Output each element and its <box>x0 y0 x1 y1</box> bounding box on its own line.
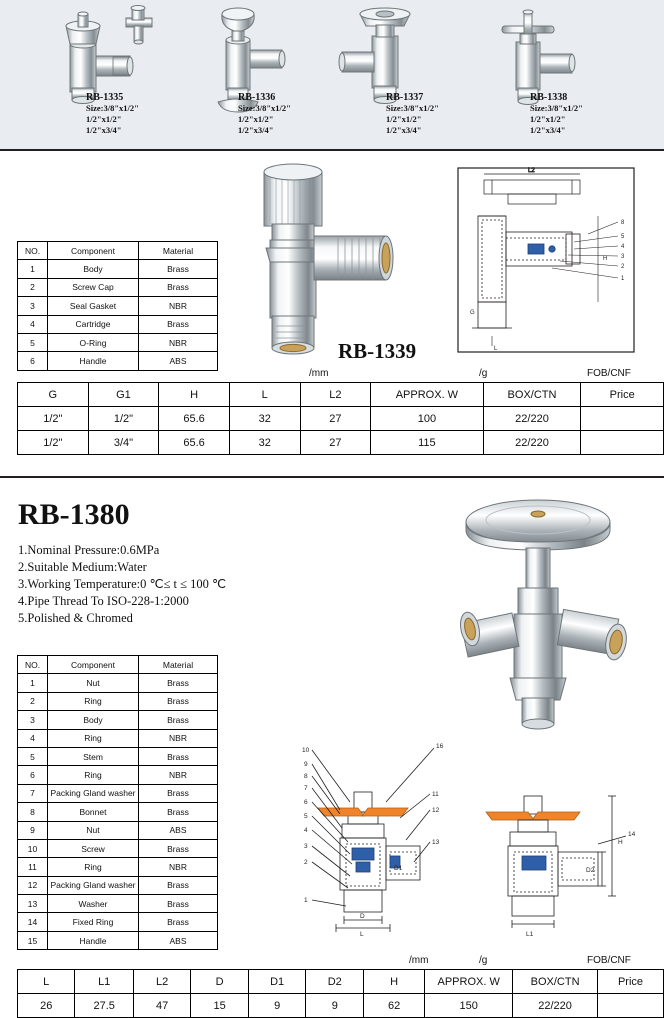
svg-text:1: 1 <box>621 276 625 282</box>
cell-l: 32 <box>229 407 300 431</box>
cell-l: 32 <box>229 431 300 455</box>
cell-g1: 3/4" <box>88 431 159 455</box>
product-code: RB-1338 <box>530 92 568 103</box>
th-l: L <box>229 383 300 407</box>
table-row <box>18 803 218 821</box>
cell-component: Cartridge <box>48 315 139 333</box>
svg-text:L: L <box>360 931 364 938</box>
cell-g1: 1/2" <box>88 407 159 431</box>
th-material: Material <box>139 242 218 260</box>
th-approx-w: APPROX. W <box>371 383 484 407</box>
th-g: G <box>18 383 89 407</box>
th-l2: L2 <box>300 383 371 407</box>
cell-material: NBR <box>139 333 218 351</box>
technical-drawing-rb1380-front <box>290 730 465 940</box>
th-l: L <box>18 970 75 994</box>
feature-item-4: 4.Pipe Thread To ISO-228-1:2000 <box>18 594 189 608</box>
cell-no: 3 <box>18 297 48 315</box>
product-size-1: Size:3/8"x1/2" <box>386 103 439 113</box>
svg-text:4: 4 <box>621 244 625 250</box>
cell-d2: 9 <box>306 994 364 1018</box>
table-row <box>18 431 664 455</box>
product-size-1: Size:3/8"x1/2" <box>238 103 291 113</box>
component-table-rb1339 <box>17 241 218 371</box>
svg-text:L2: L2 <box>528 168 535 174</box>
unit-price: FOB/CNF <box>587 368 631 379</box>
th-g1: G1 <box>88 383 159 407</box>
product-cell-3 <box>308 0 453 148</box>
cell-no: 10 <box>18 839 48 857</box>
cell-component: Screw <box>48 839 139 857</box>
cell-no: 11 <box>18 858 48 876</box>
cell-component: Seal Gasket <box>48 297 139 315</box>
cell-l1: 27.5 <box>75 994 134 1018</box>
svg-text:D: D <box>360 913 365 920</box>
cell-no: 4 <box>18 315 48 333</box>
th-price: Price <box>581 383 664 407</box>
cell-component: Screw Cap <box>48 278 139 296</box>
table-header-row <box>18 656 218 674</box>
cell-material: ABS <box>139 821 218 839</box>
cell-component: Packing Gland washer <box>48 784 139 802</box>
th-d2: D2 <box>306 970 364 994</box>
product-label-1 <box>86 92 139 136</box>
table-row <box>18 895 218 913</box>
svg-text:L: L <box>494 346 498 352</box>
svg-text:D2: D2 <box>586 867 595 874</box>
product-size-1: Size:3/8"x1/2" <box>86 103 139 113</box>
top-product-band <box>0 0 664 150</box>
cell-material: Brass <box>139 674 218 692</box>
table-header-row <box>18 970 664 994</box>
th-material: Material <box>139 656 218 674</box>
th-d1: D1 <box>248 970 306 994</box>
table-row <box>18 839 218 857</box>
cell-component: Packing Gland washer <box>48 876 139 894</box>
valve-photo-rb1380 <box>430 490 660 740</box>
cell-component: Ring <box>48 729 139 747</box>
th-component: Component <box>48 242 139 260</box>
table-row <box>18 260 218 278</box>
svg-text:8: 8 <box>621 220 625 226</box>
cell-box-ctn: 22/220 <box>513 994 598 1018</box>
unit-mm: /mm <box>409 955 429 966</box>
table-row <box>18 729 218 747</box>
cell-h: 65.6 <box>159 407 230 431</box>
product-label-3 <box>386 92 439 136</box>
th-box-ctn: BOX/CTN <box>513 970 598 994</box>
cell-component: Bonnet <box>48 803 139 821</box>
cell-component: Nut <box>48 821 139 839</box>
svg-text:6: 6 <box>304 799 308 806</box>
component-table-rb1380 <box>17 655 218 950</box>
cell-component: Nut <box>48 674 139 692</box>
feature-item-3: 3.Working Temperature:0 ℃≤ t ≤ 100 ℃ <box>18 577 227 591</box>
cell-material: Brass <box>139 784 218 802</box>
svg-text:1: 1 <box>304 897 308 904</box>
th-no: NO. <box>18 656 48 674</box>
svg-text:10: 10 <box>302 747 310 754</box>
cell-material: Brass <box>139 839 218 857</box>
technical-drawing-rb1380-side <box>462 740 647 940</box>
cell-component: Ring <box>48 766 139 784</box>
cell-no: 3 <box>18 711 48 729</box>
cell-component: Stem <box>48 747 139 765</box>
product-cell-1 <box>8 0 153 148</box>
svg-text:12: 12 <box>432 807 440 814</box>
cell-no: 9 <box>18 821 48 839</box>
unit-price: FOB/CNF <box>587 955 631 966</box>
th-price: Price <box>597 970 663 994</box>
cell-no: 2 <box>18 692 48 710</box>
svg-text:3: 3 <box>621 254 625 260</box>
cell-material: Brass <box>139 895 218 913</box>
svg-text:L1: L1 <box>526 931 534 938</box>
svg-text:9: 9 <box>304 761 308 768</box>
product-code: RB-1336 <box>238 92 276 103</box>
feature-item-2: 2.Suitable Medium:Water <box>18 560 147 574</box>
cell-material: Brass <box>139 747 218 765</box>
cell-component: Handle <box>48 352 139 370</box>
valve-photo-rb1339 <box>232 158 422 368</box>
svg-text:H: H <box>603 256 608 262</box>
feature-list <box>18 542 308 627</box>
cell-h: 62 <box>364 994 425 1018</box>
spec-block-rb1339 <box>17 368 664 455</box>
table-row <box>18 674 218 692</box>
unit-g: /g <box>479 368 488 379</box>
cell-material: NBR <box>139 729 218 747</box>
cell-approx-w: 150 <box>425 994 513 1018</box>
cell-material: NBR <box>139 858 218 876</box>
cell-material: Brass <box>139 260 218 278</box>
cell-component: Ring <box>48 692 139 710</box>
product-size-3: 1/2"x3/4" <box>86 125 122 135</box>
cell-component: O-Ring <box>48 333 139 351</box>
unit-mm: /mm <box>309 368 329 379</box>
divider-1 <box>0 149 664 151</box>
table-row <box>18 876 218 894</box>
cell-component: Handle <box>48 931 139 949</box>
cell-no: 6 <box>18 352 48 370</box>
th-approx-w: APPROX. W <box>425 970 513 994</box>
cell-component: Ring <box>48 858 139 876</box>
product-cell-4 <box>452 0 597 148</box>
svg-text:14: 14 <box>628 831 636 838</box>
svg-text:7: 7 <box>304 785 308 792</box>
table-header-row <box>18 242 218 260</box>
product-code: RB-1337 <box>386 92 424 103</box>
cell-material: Brass <box>139 913 218 931</box>
product-size-2: 1/2"x1/2" <box>238 114 274 124</box>
svg-text:16: 16 <box>436 743 444 750</box>
product-code-rb1339: RB-1339 <box>338 339 417 363</box>
divider-2 <box>0 476 664 478</box>
cell-l2: 27 <box>300 407 371 431</box>
cell-no: 1 <box>18 260 48 278</box>
table-row <box>18 931 218 949</box>
product-label-4 <box>530 92 583 136</box>
cell-no: 7 <box>18 784 48 802</box>
svg-text:2: 2 <box>621 264 625 270</box>
table-row <box>18 278 218 296</box>
product-size-2: 1/2"x1/2" <box>530 114 566 124</box>
spec-table-rb1380 <box>17 969 664 1018</box>
svg-text:D1: D1 <box>394 865 403 872</box>
th-l2: L2 <box>133 970 190 994</box>
spec-block-rb1380 <box>17 955 664 1018</box>
cell-component: Body <box>48 711 139 729</box>
cell-material: ABS <box>139 352 218 370</box>
cell-no: 12 <box>18 876 48 894</box>
cell-no: 8 <box>18 803 48 821</box>
section-title-rb1380: RB-1380 <box>18 498 130 531</box>
table-row <box>18 784 218 802</box>
th-box-ctn: BOX/CTN <box>483 383 581 407</box>
product-label-2 <box>238 92 291 136</box>
table-row <box>18 315 218 333</box>
cell-no: 1 <box>18 674 48 692</box>
product-size-2: 1/2"x1/2" <box>86 114 122 124</box>
product-size-2: 1/2"x1/2" <box>386 114 422 124</box>
cell-d1: 9 <box>248 994 306 1018</box>
cell-component: Fixed Ring <box>48 913 139 931</box>
product-size-3: 1/2"x3/4" <box>530 125 566 135</box>
table-header-row <box>18 383 664 407</box>
product-cell-2 <box>160 0 305 148</box>
cell-price <box>581 407 664 431</box>
cell-box-ctn: 22/220 <box>483 407 581 431</box>
cell-no: 5 <box>18 333 48 351</box>
cell-no: 14 <box>18 913 48 931</box>
cell-approx-w: 100 <box>371 407 484 431</box>
th-h: H <box>159 383 230 407</box>
cell-no: 2 <box>18 278 48 296</box>
svg-text:3: 3 <box>304 843 308 850</box>
table-row <box>18 858 218 876</box>
svg-text:5: 5 <box>304 813 308 820</box>
table-row <box>18 692 218 710</box>
spec-table-rb1339 <box>17 382 664 455</box>
cell-material: Brass <box>139 711 218 729</box>
table-row <box>18 333 218 351</box>
cell-no: 5 <box>18 747 48 765</box>
cell-d: 15 <box>191 994 248 1018</box>
th-no: NO. <box>18 242 48 260</box>
svg-text:4: 4 <box>304 827 308 834</box>
cell-price <box>581 431 664 455</box>
cell-no: 15 <box>18 931 48 949</box>
cell-g: 1/2" <box>18 431 89 455</box>
cell-box-ctn: 22/220 <box>483 431 581 455</box>
svg-text:G: G <box>470 310 475 316</box>
cell-material: NBR <box>139 766 218 784</box>
svg-text:8: 8 <box>304 773 308 780</box>
technical-drawing-rb1339 <box>448 160 648 360</box>
svg-text:11: 11 <box>432 791 439 798</box>
th-h: H <box>364 970 425 994</box>
table-row <box>18 407 664 431</box>
unit-g: /g <box>479 955 488 966</box>
cell-no: 13 <box>18 895 48 913</box>
cell-no: 4 <box>18 729 48 747</box>
cell-h: 65.6 <box>159 431 230 455</box>
cell-component: Body <box>48 260 139 278</box>
product-size-3: 1/2"x3/4" <box>386 125 422 135</box>
table-row <box>18 766 218 784</box>
table-row <box>18 711 218 729</box>
product-size-3: 1/2"x3/4" <box>238 125 274 135</box>
feature-item-1: 1.Nominal Pressure:0.6MPa <box>18 543 160 557</box>
cell-material: Brass <box>139 876 218 894</box>
cell-material: Brass <box>139 278 218 296</box>
cell-material: Brass <box>139 803 218 821</box>
cell-l2: 27 <box>300 431 371 455</box>
svg-text:2: 2 <box>304 859 308 866</box>
cell-material: Brass <box>139 315 218 333</box>
th-d: D <box>191 970 248 994</box>
cell-material: NBR <box>139 297 218 315</box>
product-size-1: Size:3/8"x1/2" <box>530 103 583 113</box>
table-row <box>18 913 218 931</box>
table-row <box>18 747 218 765</box>
product-code: RB-1335 <box>86 92 124 103</box>
svg-text:H: H <box>618 839 623 846</box>
table-row <box>18 297 218 315</box>
cell-l2: 47 <box>133 994 190 1018</box>
feature-item-5: 5.Polished & Chromed <box>18 611 133 625</box>
cell-material: ABS <box>139 931 218 949</box>
svg-text:13: 13 <box>432 839 440 846</box>
cell-material: Brass <box>139 692 218 710</box>
cell-g: 1/2" <box>18 407 89 431</box>
table-row <box>18 821 218 839</box>
cell-approx-w: 115 <box>371 431 484 455</box>
th-component: Component <box>48 656 139 674</box>
cell-l: 26 <box>18 994 75 1018</box>
cell-no: 6 <box>18 766 48 784</box>
cell-component: Washer <box>48 895 139 913</box>
svg-text:5: 5 <box>621 234 625 240</box>
th-l1: L1 <box>75 970 134 994</box>
